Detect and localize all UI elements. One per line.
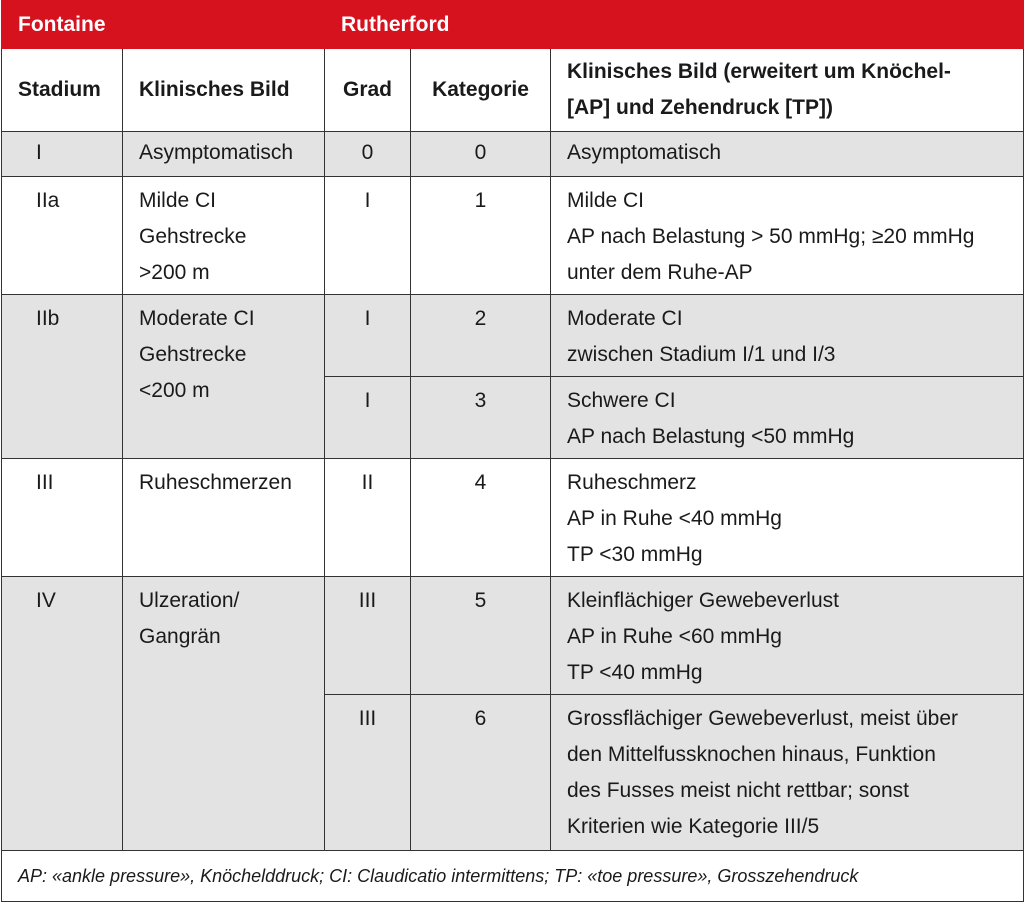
detail-cell bbox=[551, 377, 1024, 459]
kategorie-cell: 3 bbox=[411, 377, 551, 459]
bild-line: >200 m bbox=[139, 261, 210, 284]
detail-line: zwischen Stadium I/1 und I/3 bbox=[567, 343, 836, 366]
bild-line: Ulzeration/ bbox=[139, 589, 240, 612]
classification-table bbox=[1, 0, 1024, 902]
detail-line: AP nach Belastung <50 mmHg bbox=[567, 425, 855, 448]
grad-cell: II bbox=[325, 459, 411, 577]
stadium-cell: IIa bbox=[2, 177, 123, 295]
detail-line: den Mittelfussknochen hinaus, Funktion bbox=[567, 743, 936, 766]
bild-cell bbox=[123, 132, 325, 177]
grad-cell: 0 bbox=[325, 132, 411, 177]
grad-cell: I bbox=[325, 377, 411, 459]
detail-line: TP <30 mmHg bbox=[567, 543, 703, 566]
bild-cell bbox=[123, 577, 325, 851]
grad-cell: I bbox=[325, 295, 411, 377]
detail-line: Milde CI bbox=[567, 189, 645, 212]
header-klinisches-bild-erweitert bbox=[551, 49, 1024, 132]
detail-line: Kriterien wie Kategorie III/5 bbox=[567, 815, 820, 838]
grad-cell: III bbox=[325, 695, 411, 851]
kategorie-cell: 5 bbox=[411, 577, 551, 695]
table-row bbox=[2, 177, 1024, 295]
detail-line: Schwere CI bbox=[567, 389, 676, 412]
detail-line: Ruheschmerz bbox=[567, 471, 697, 494]
table-row bbox=[2, 132, 1024, 177]
group-rutherford: Rutherford bbox=[325, 1, 1024, 49]
stadium-cell: IV bbox=[2, 577, 123, 851]
bild-line: Asymptomatisch bbox=[139, 141, 294, 164]
detail-cell bbox=[551, 177, 1024, 295]
detail-line: TP <40 mmHg bbox=[567, 661, 703, 684]
grad-cell: I bbox=[325, 177, 411, 295]
column-header-row bbox=[2, 49, 1024, 132]
kategorie-cell: 0 bbox=[411, 132, 551, 177]
detail-cell bbox=[551, 459, 1024, 577]
bild-cell bbox=[123, 295, 325, 459]
kategorie-cell: 4 bbox=[411, 459, 551, 577]
header-stadium: Stadium bbox=[2, 49, 123, 132]
group-fontaine: Fontaine bbox=[2, 1, 325, 49]
bild-cell bbox=[123, 177, 325, 295]
header-klinisches-bild: Klinisches Bild bbox=[123, 49, 325, 132]
detail-line: AP nach Belastung > 50 mmHg; ≥20 mmHg bbox=[567, 225, 975, 248]
bild-line: Gehstrecke bbox=[139, 343, 247, 366]
bild-line: Milde CI bbox=[139, 189, 217, 212]
detail-cell bbox=[551, 295, 1024, 377]
stadium-cell: IIb bbox=[2, 295, 123, 459]
header-grad: Grad bbox=[325, 49, 411, 132]
stadium-cell: I bbox=[2, 132, 123, 177]
detail-line: Kleinflächiger Gewebeverlust bbox=[567, 589, 839, 612]
footnote-row bbox=[2, 851, 1024, 902]
detail-cell bbox=[551, 577, 1024, 695]
header-line: [AP] und Zehendruck [TP]) bbox=[567, 96, 833, 119]
footnote: AP: «ankle pressure», Knöchelddruck; CI: Claudicatio intermittens; TP: «toe pressure», Grosszehendruck bbox=[2, 851, 1024, 902]
table-row bbox=[2, 459, 1024, 577]
table-row bbox=[2, 295, 1024, 377]
kategorie-cell: 6 bbox=[411, 695, 551, 851]
header-kategorie: Kategorie bbox=[411, 49, 551, 132]
table-row bbox=[2, 577, 1024, 695]
detail-line: Asymptomatisch bbox=[567, 141, 722, 164]
bild-line: Gangrän bbox=[139, 625, 221, 648]
detail-cell bbox=[551, 132, 1024, 177]
bild-line: Ruheschmerzen bbox=[139, 471, 292, 494]
header-line: Klinisches Bild (erweitert um Knöchel- bbox=[567, 60, 951, 83]
detail-line: AP in Ruhe <60 mmHg bbox=[567, 625, 782, 648]
bild-line: Moderate CI bbox=[139, 307, 255, 330]
detail-line: unter dem Ruhe-AP bbox=[567, 261, 753, 284]
detail-line: Grossflächiger Gewebeverlust, meist über bbox=[567, 707, 958, 730]
bild-cell bbox=[123, 459, 325, 577]
kategorie-cell: 2 bbox=[411, 295, 551, 377]
detail-line: des Fusses meist nicht rettbar; sonst bbox=[567, 779, 909, 802]
detail-line: AP in Ruhe <40 mmHg bbox=[567, 507, 782, 530]
grad-cell: III bbox=[325, 577, 411, 695]
kategorie-cell: 1 bbox=[411, 177, 551, 295]
bild-line: Gehstrecke bbox=[139, 225, 247, 248]
detail-cell bbox=[551, 695, 1024, 851]
group-header-row bbox=[2, 1, 1024, 49]
stadium-cell: III bbox=[2, 459, 123, 577]
detail-line: Moderate CI bbox=[567, 307, 683, 330]
bild-line: <200 m bbox=[139, 379, 210, 402]
